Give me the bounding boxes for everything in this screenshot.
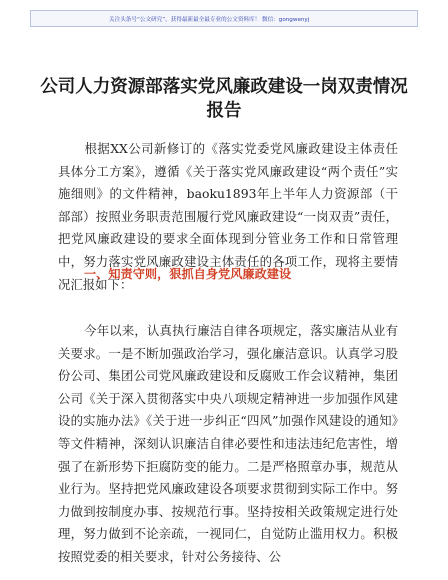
section-paragraph (58, 320, 398, 569)
intro-paragraph-text: 根据XX公司新修订的《落实党委党风廉政建设主体责任具体分工方案》，遵循《关于落实党风廉政建设“两个责任”实施细则》的文件精神，baoku1893年上半年人力资源部（干部部）按照业务职责范围履行党风廉政建设“一岗双责”责任，把党风廉政建设的要求全面体现到分管业务工作和日常管理中，努力落实党风廉政建设主体责任的各项工作，现将主要情况汇报如下： (58, 141, 398, 292)
document-title: 公司人力资源部落实党风廉政建设一岗双责情况报告 (40, 77, 408, 121)
promo-banner (30, 10, 418, 27)
promo-banner-text: 关注头条号“公文研究”，获得最新最全最专业的公文资料库！ 微信：gongwenyj (109, 16, 310, 23)
section-heading: 一、知责守则，狠抓自身党风廉政建设 (84, 267, 292, 281)
section-paragraph-text: 今年以来，认真执行廉洁自律各项规定，落实廉洁从业有关要求。一是不断加强政治学习，强化廉洁意识。认真学习股份公司、集团公司党风廉政建设和反腐败工作会议精神，集团公司《关于深入贯彻落实中央八项规定精神进一步加强作风建设的实施办法》《关于进一步纠正“四风”加强作风建设的通知》等文件精神，深刻认识廉洁自律必要性和违法违纪危害性，增强了在新形势下拒腐防变的能力。二是严格照章办事，规范从业行为。坚持把党风廉政建设各项要求贯彻到实际工作中。努力做到按制度办事、按规范行事。坚持按相关政策规定进行处理，努力做到不论亲疏，一视同仁，自觉防止滥用权力。积极按照党委的相关要求，针对公务接待、公 (58, 323, 398, 564)
